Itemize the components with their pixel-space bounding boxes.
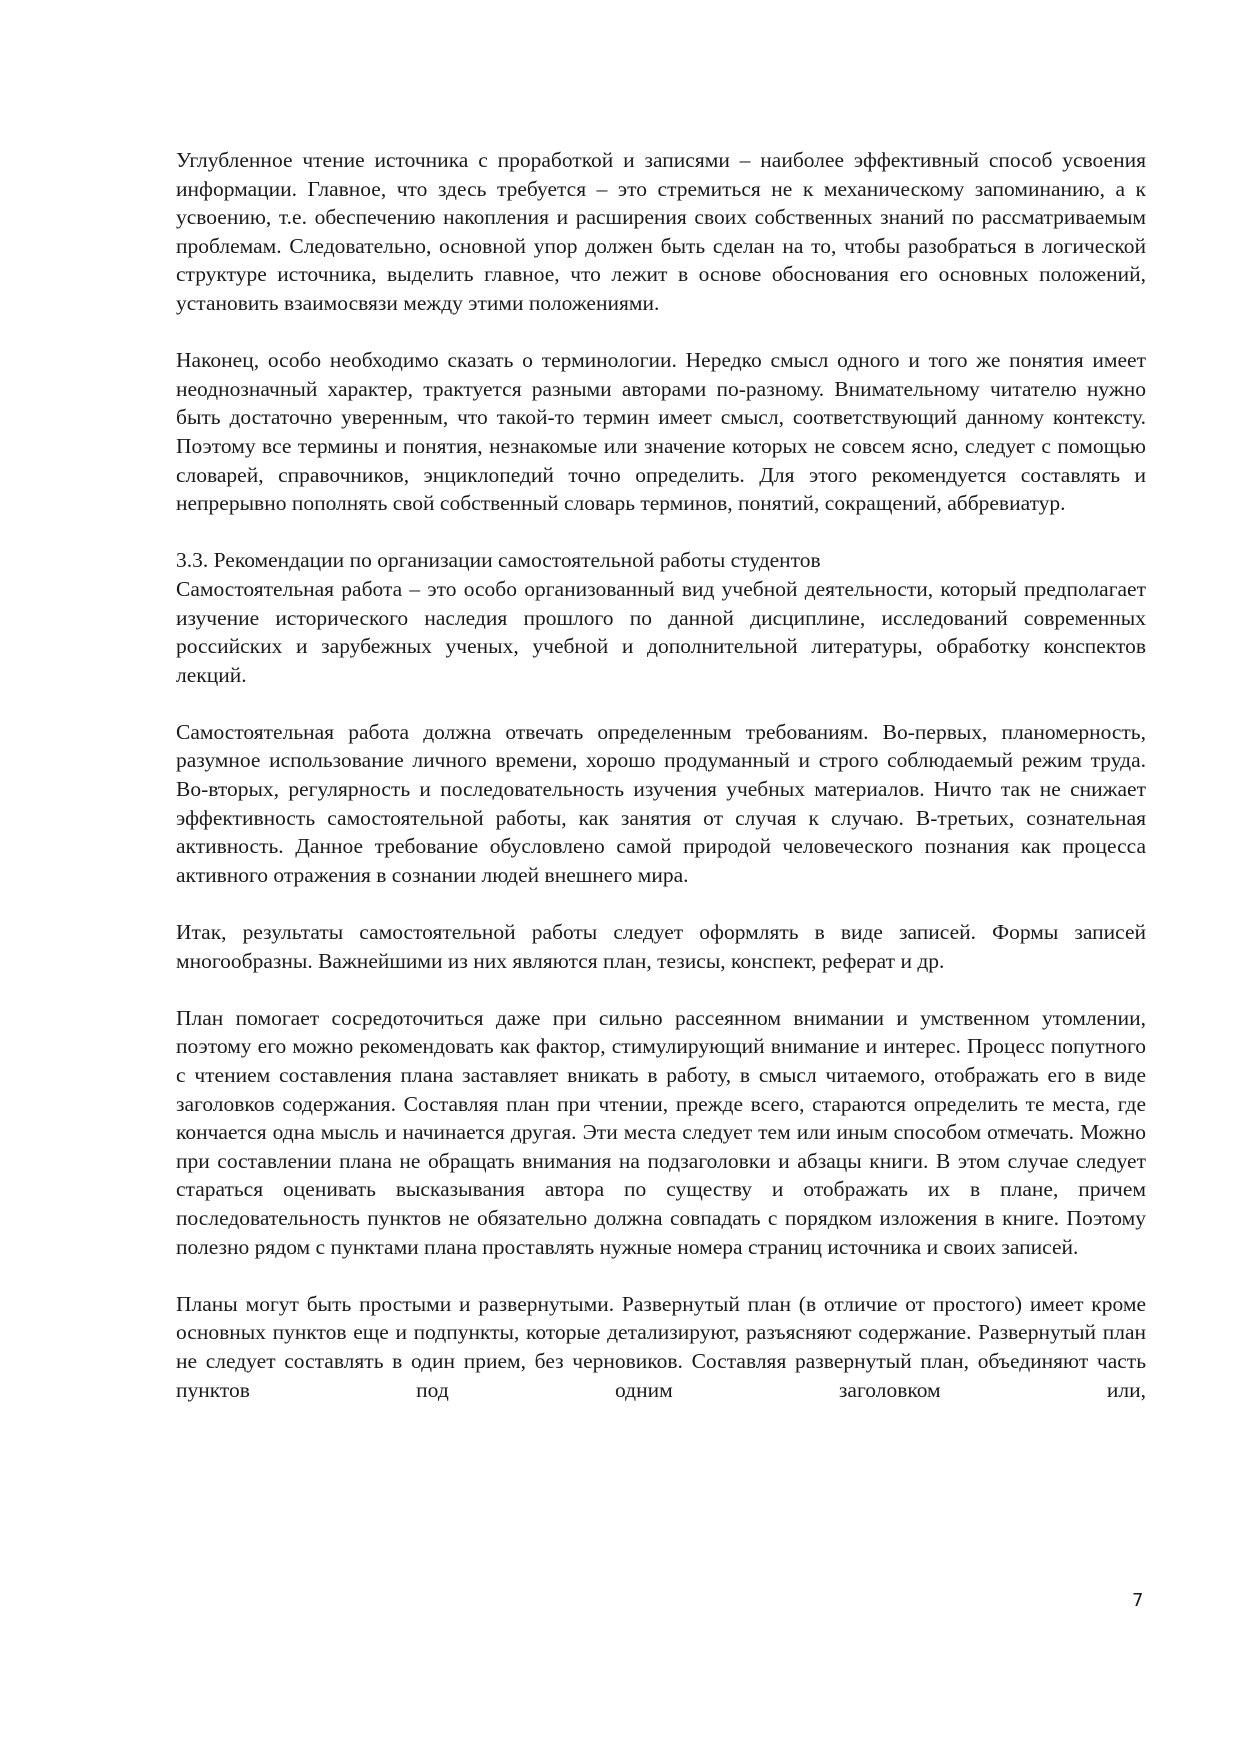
paragraph-plan: План помогает сосредоточиться даже при сильно рассеянном внимании и умственном утомлении, поэтому его можно рекомендовать как фактор, стимулирующий внимание и интерес. Процесс попутного с чтением составления плана заставляет вникать в работу, в смысл читаемого, отображать его в виде заголовков содержания. Составляя план при чтении, прежде всего, стараются определить те места, где кончается одна мысль и начинается другая. Эти места следует тем или иным способом отмечать. Можно при составлении плана не обращать внимания на подзаголовки и абзацы книги. В этом случае следует стараться оценивать высказывания автора по существу и отображать их в плане, причем последовательность пунктов не обязательно должна совпадать с порядком изложения в книге. Поэтому полезно рядом с пунктами плана проставлять нужные номера страниц источника и своих записей. bbox=[176, 1005, 1146, 1259]
paragraph-record-forms: Итак, результаты самостоятельной работы следует оформлять в виде записей. Формы записей многообразны. Важнейшими из них являются план, тезисы, конспект, реферат и др. bbox=[176, 920, 1146, 973]
paragraph-plan-types: Планы могут быть простыми и развернутыми. Развернутый план (в отличие от простого) имеет кроме основных пунктов еще и подпункты, которые детализируют, разъясняют содержание. Развернутый план не следует составлять в один прием, без черновиков. Составляя развернутый план, объединяют часть пунктов под одним заголовком или, bbox=[176, 1291, 1146, 1402]
paragraph-deep-reading: Углубленное чтение источника с проработкой и записями – наиболее эффективный способ усвоения информации. Главное, что здесь требуется – это стремиться не к механическому запоминанию, а к усвоению, т.е. обеспечению накопления и расширения своих собственных знаний по рассматриваемым проблемам. Следовательно, основной упор должен быть сделан на то, чтобы разобраться в логической структуре источника, выделить главное, что лежит в основе обоснования его основных положений, установить взаимосвязи между этими положениями. bbox=[176, 148, 1146, 315]
paragraph-independent-work-requirements: Самостоятельная работа должна отвечать определенным требованиям. Во-первых, планомерность, разумное использование личного времени, хорошо продуманный и строго соблюдаемый режим труда. Во-вторых, регулярность и последовательность изучения учебных материалов. Ничто так не снижает эффективность самостоятельной работы, как занятия от случая к случаю. В-третьих, сознательная активность. Данное требование обусловлено самой природой человеческого познания как процесса активного отражения в сознании людей внешнего мира. bbox=[176, 719, 1146, 887]
section-heading: 3.3. Рекомендации по организации самостоятельной работы студентов bbox=[176, 548, 821, 573]
document-page bbox=[176, 146, 1146, 1433]
page-number: 7 bbox=[1132, 1590, 1144, 1611]
paragraph-terminology: Наконец, особо необходимо сказать о терминологии. Нередко смысл одного и того же понятия имеет неоднозначный характер, трактуется разными авторами по-разному. Внимательному читателю нужно быть достаточно уверенным, что такой-то термин имеет смысл, соответствующий данному контексту. Поэтому все термины и понятия, незнакомые или значение которых не совсем ясно, следует с помощью словарей, справочников, энциклопедий точно определить. Для этого рекомендуется составлять и непрерывно пополнять свой собственный словарь терминов, понятий, сокращений, аббревиатур. bbox=[176, 348, 1146, 516]
paragraph-independent-work-definition: Самостоятельная работа – это особо организованный вид учебной деятельности, который предполагает изучение исторического наследия прошлого по данной дисциплине, исследований современных российских и зарубежных ученых, учебной и дополнительной литературы, обработку конспектов лекций. bbox=[176, 576, 1146, 687]
